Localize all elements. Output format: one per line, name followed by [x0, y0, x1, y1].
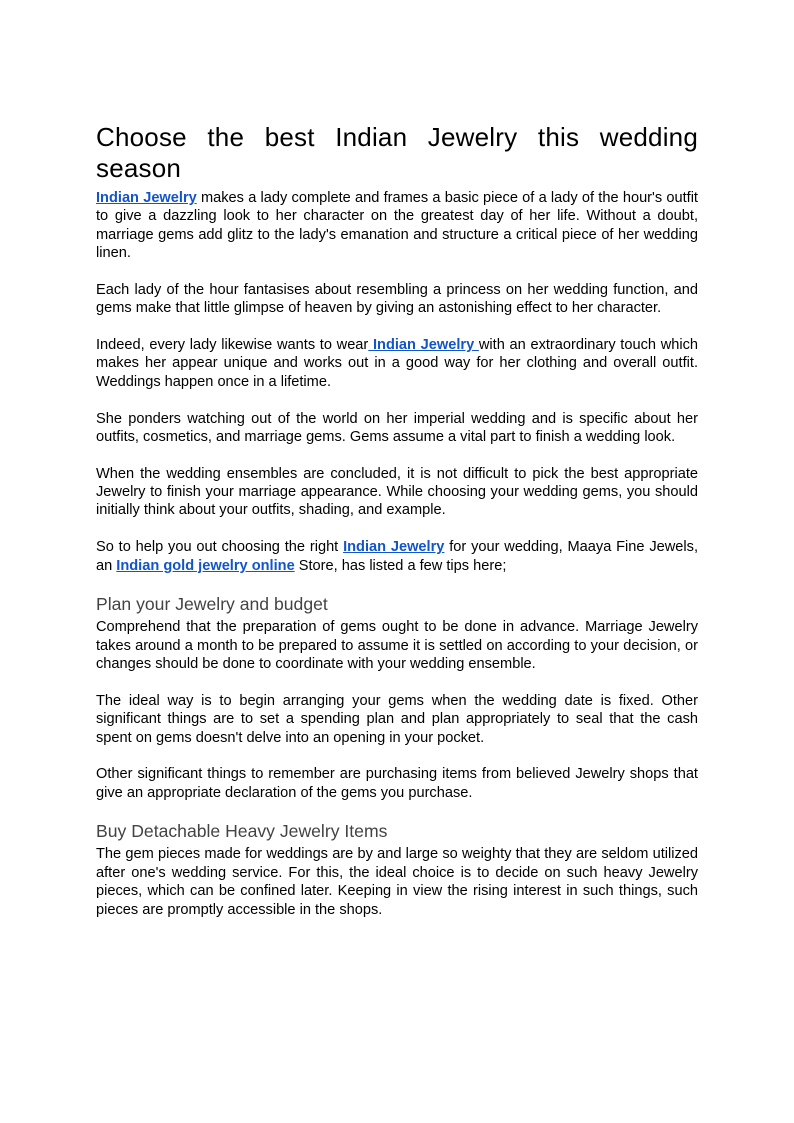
- indian-gold-jewelry-online-link[interactable]: Indian gold jewelry online: [116, 557, 295, 574]
- heading-plan-budget: Plan your Jewelry and budget: [96, 594, 328, 615]
- page-title-line-1: Choose the best Indian Jewelry this wedding: [96, 122, 698, 152]
- page-title: [96, 122, 698, 184]
- paragraph-preparation: Comprehend that the preparation of gems ought to be done in advance. Marriage Jewelry takes around a month to be prepared to assume it is settled on according to your decision, or changes should be done to coordinate with your wedding ensemble.: [96, 619, 698, 673]
- paragraph-imperial-wedding: She ponders watching out of the world on her imperial wedding and is specific about her outfits, cosmetics, and marriage gems. Gems assume a vital part to finish a wedding look.: [96, 410, 698, 445]
- indian-jewelry-link-3[interactable]: Indian Jewelry: [343, 539, 445, 556]
- paragraph-spending-plan: The ideal way is to begin arranging your gems when the wedding date is fixed. Other significant things are to set a spending plan and plan appropriately to seal that the cash spent on gems doesn't delve into an opening in your pocket.: [96, 692, 698, 746]
- paragraph-tips-after: Store, has listed a few tips here;: [294, 557, 507, 574]
- indian-jewelry-link-2[interactable]: Indian Jewelry: [368, 337, 479, 354]
- paragraph-intro-text: makes a lady complete and frames a basic piece of a lady of the hour's outfit to give a dazzling look to her character on the greatest day of her life. Without a doubt, marriage gems add glitz to the lady's emanation and structure a critical piece of her wedding linen.: [96, 190, 698, 262]
- paragraph-intro: [96, 189, 698, 263]
- paragraph-extraordinary-after: with an extraordinary touch which makes her appear unique and works out in a good way for her clothing and overall outfit. Weddings happen once in a lifetime.: [96, 337, 699, 390]
- heading-detachable-jewelry: Buy Detachable Heavy Jewelry Items: [96, 821, 388, 842]
- paragraph-ensembles: When the wedding ensembles are concluded, it is not difficult to pick the best appropriate Jewelry to finish your marriage appearance. While choosing your wedding gems, you should initially think about your outfits, shading, and example.: [96, 465, 698, 519]
- page-title-line-2: season: [96, 153, 182, 183]
- document-page: [96, 122, 698, 937]
- paragraph-tips: [96, 538, 698, 575]
- paragraph-believed-shops: Other significant things to remember are purchasing items from believed Jewelry shops that give an appropriate declaration of the gems you purchase.: [96, 766, 698, 801]
- paragraph-weighty-pieces: The gem pieces made for weddings are by and large so weighty that they are seldom utilized after one's wedding service. For this, the ideal choice is to decide on such heavy Jewelry pieces, which can be confined later. Keeping in view the rising interest in such things, such pieces are promptly accessible in the shops.: [96, 846, 698, 918]
- paragraph-tips-before: So to help you out choosing the right: [96, 539, 344, 556]
- paragraph-extraordinary-before: Indeed, every lady likewise wants to wear: [96, 337, 369, 354]
- paragraph-extraordinary: [96, 336, 698, 391]
- paragraph-princess: Each lady of the hour fantasises about resembling a princess on her wedding function, and gems make that little glimpse of heaven by giving an astonishing effect to her character.: [96, 281, 698, 317]
- paragraph-tips-middle: for your wedding, Maaya Fine Jewels, an: [96, 539, 698, 574]
- indian-jewelry-link[interactable]: Indian Jewelry: [96, 190, 197, 206]
